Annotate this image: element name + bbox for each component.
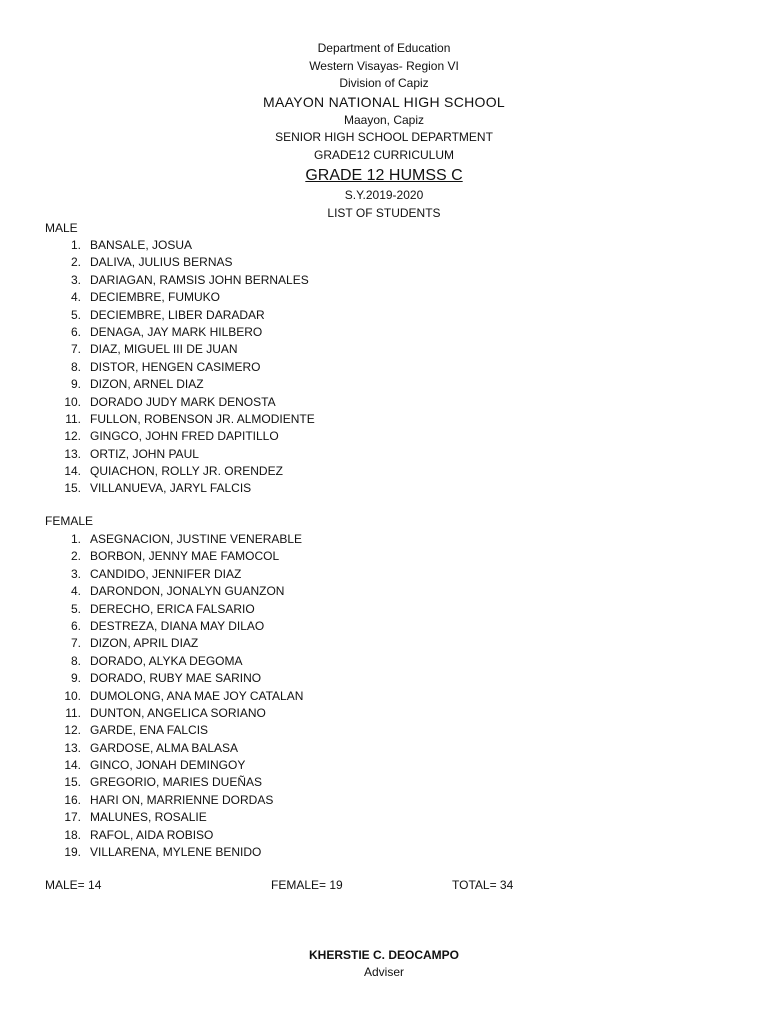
student-name: VILLANUEVA, JARYL FALCIS [90, 481, 252, 496]
student-name: ASEGNACION, JUSTINE VENERABLE [90, 532, 303, 546]
student-name: GARDE, ENA FALCIS [90, 723, 209, 738]
list-item [45, 757, 303, 774]
list-item [45, 774, 303, 791]
list-item-number: 8. [70, 653, 81, 668]
division-line: Division of Capiz [339, 76, 429, 90]
student-name: GARDOSE, ALMA BALASA [90, 740, 239, 755]
student-name: BANSALE, JOSUA [90, 238, 193, 252]
list-item [45, 722, 303, 739]
student-name: DUNTON, ANGELICA SORIANO [90, 705, 266, 720]
list-item [45, 792, 303, 809]
list-item-number: 10. [64, 688, 81, 703]
student-name: DECIEMBRE, LIBER DARADAR [90, 307, 265, 322]
student-name: MALUNES, ROSALIE [90, 810, 207, 825]
list-item [45, 480, 315, 497]
adviser-role: Adviser [363, 965, 404, 979]
school-name: MAAYON NATIONAL HIGH SCHOOL [263, 93, 505, 110]
list-item [45, 531, 303, 548]
list-item-number: 3. [70, 566, 81, 581]
list-item [45, 272, 315, 289]
list-item-number: 4. [70, 290, 81, 305]
student-name: DESTREZA, DIANA MAY DILAO [90, 618, 265, 633]
list-item-number: 2. [70, 255, 81, 270]
list-item-number: 14. [64, 758, 81, 773]
student-name: DIZON, ARNEL DIAZ [90, 377, 204, 392]
list-item [45, 844, 303, 861]
list-item-number: 9. [70, 671, 81, 686]
list-item-number: 7. [70, 636, 81, 651]
student-name: GINGCO, JOHN FRED DAPITILLO [90, 429, 279, 444]
list-item [45, 254, 315, 271]
male-student-list [45, 237, 315, 498]
student-name: DERECHO, ERICA FALSARIO [90, 601, 255, 616]
list-item [45, 809, 303, 826]
department-line: Department of Education [317, 41, 451, 55]
student-name: DENAGA, JAY MARK HILBERO [90, 324, 263, 339]
list-item [45, 583, 303, 600]
list-item [45, 653, 303, 670]
list-item-number: 6. [70, 324, 81, 339]
student-name: DORADO, RUBY MAE SARINO [90, 671, 262, 686]
list-item [45, 740, 303, 757]
list-item-number: 5. [70, 307, 81, 322]
list-item [45, 670, 303, 687]
list-item-number: 10. [64, 394, 81, 409]
list-item-number: 19. [64, 845, 81, 860]
shs-department-line: SENIOR HIGH SCHOOL DEPARTMENT [275, 130, 493, 144]
list-item [45, 566, 303, 583]
school-year-line: S.Y.2019-2020 [344, 188, 424, 202]
female-total: FEMALE= 19 [271, 878, 343, 892]
list-item-number: 7. [70, 342, 81, 357]
list-item [45, 446, 315, 463]
list-item [45, 548, 303, 565]
student-name: FULLON, ROBENSON JR. ALMODIENTE [90, 411, 315, 426]
student-name: DECIEMBRE, FUMUKO [90, 290, 221, 305]
list-item-number: 17. [64, 810, 81, 825]
list-item [45, 827, 303, 844]
curriculum-line: GRADE12 CURRICULUM [313, 147, 455, 162]
male-total: MALE= 14 [45, 878, 102, 892]
signature-block [0, 947, 768, 981]
list-title: LIST OF STUDENTS [327, 205, 441, 220]
list-item-number: 15. [64, 775, 81, 790]
list-item-number: 4. [70, 584, 81, 599]
list-item-number: 3. [70, 272, 81, 287]
list-item [45, 324, 315, 341]
list-item-number: 11. [65, 705, 81, 720]
list-item [45, 601, 303, 618]
student-name: DUMOLONG, ANA MAE JOY CATALAN [90, 688, 304, 703]
list-item [45, 705, 303, 722]
list-item-number: 12. [64, 723, 81, 738]
list-item [45, 394, 315, 411]
list-item-number: 16. [64, 792, 81, 807]
student-name: DISTOR, HENGEN CASIMERO [90, 359, 261, 374]
student-name: ORTIZ, JOHN PAUL [90, 446, 199, 461]
list-item [45, 688, 303, 705]
list-item [45, 376, 315, 393]
list-item-number: 1. [70, 238, 81, 252]
list-item-number: 11. [65, 411, 81, 426]
male-section-label: MALE [45, 221, 78, 235]
list-item-number: 14. [64, 464, 81, 479]
list-item [45, 618, 303, 635]
list-item [45, 289, 315, 306]
student-name: DARIAGAN, RAMSIS JOHN BERNALES [90, 272, 309, 287]
list-item [45, 341, 315, 358]
student-name: DIZON, APRIL DIAZ [90, 636, 199, 651]
adviser-name: KHERSTIE C. DEOCAMPO [308, 948, 459, 962]
student-name: GINCO, JONAH DEMINGOY [90, 758, 246, 773]
list-item-number: 9. [70, 377, 81, 392]
list-item-number: 13. [64, 446, 81, 461]
document-header [0, 40, 768, 222]
student-name: DIAZ, MIGUEL III DE JUAN [90, 342, 238, 357]
student-name: GREGORIO, MARIES DUEÑAS [90, 775, 263, 790]
list-item [45, 428, 315, 445]
list-item [45, 635, 303, 652]
female-student-list [45, 531, 303, 861]
list-item [45, 307, 315, 324]
student-name: DARONDON, JONALYN GUANZON [90, 584, 285, 599]
list-item [45, 411, 315, 428]
list-item-number: 2. [70, 549, 81, 564]
student-name: DORADO, ALYKA DEGOMA [90, 653, 243, 668]
school-address: Maayon, Capiz [343, 112, 425, 127]
student-name: BORBON, JENNY MAE FAMOCOL [90, 549, 280, 564]
student-name: VILLARENA, MYLENE BENIDO [90, 845, 262, 860]
list-item-number: 8. [70, 359, 81, 374]
list-item [45, 237, 315, 254]
section-title: GRADE 12 HUMSS C [305, 167, 463, 184]
list-item [45, 463, 315, 480]
student-name: HARI ON, MARRIENNE DORDAS [90, 792, 274, 807]
list-item [45, 359, 315, 376]
student-name: DALIVA, JULIUS BERNAS [90, 255, 233, 270]
list-item-number: 5. [70, 601, 81, 616]
student-name: QUIACHON, ROLLY JR. ORENDEZ [90, 464, 283, 479]
list-item-number: 13. [64, 740, 81, 755]
list-item-number: 12. [64, 429, 81, 444]
female-section-label: FEMALE [45, 514, 94, 528]
list-item-number: 15. [64, 481, 81, 496]
student-name: CANDIDO, JENNIFER DIAZ [90, 566, 242, 581]
list-item-number: 1. [70, 532, 81, 546]
student-name: RAFOL, AIDA ROBISO [90, 827, 214, 842]
region-line: Western Visayas- Region VI [309, 58, 459, 73]
overall-total: TOTAL= 34 [452, 878, 514, 892]
list-item-number: 6. [70, 618, 81, 633]
student-name: DORADO JUDY MARK DENOSTA [90, 394, 276, 409]
list-item-number: 18. [64, 827, 81, 842]
